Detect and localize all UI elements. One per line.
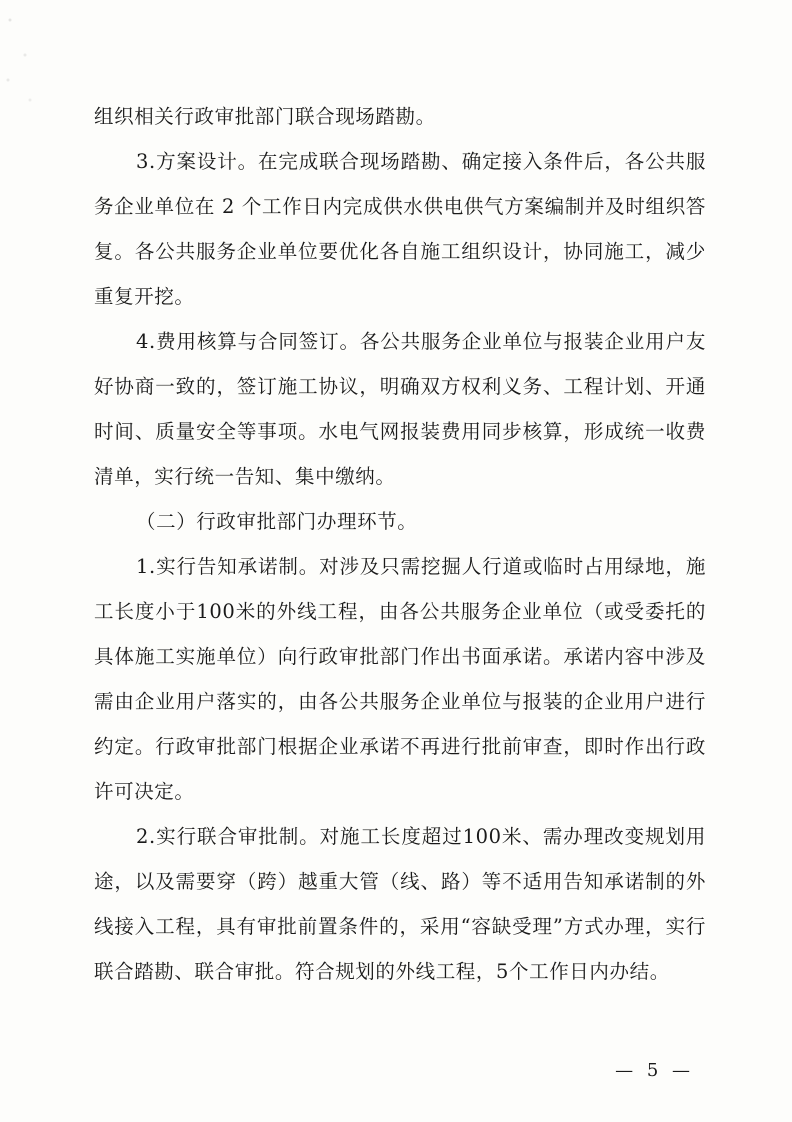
paragraph-joint-approval: 2.实行联合审批制。对施工长度超过100米、需办理改变规划用途，以及需要穿（跨）越重大管（线、路）等不适用告知承诺制的外线接入工程，具有审批前置条件的，采用“容缺受理”方式办理，实行联合踏勘、联合审批。符合规划的外线工程，5个工作日内办结。 xyxy=(94,825,706,983)
paragraph-continuation: 组织相关行政审批部门联合现场踏勘。 xyxy=(94,105,436,128)
document-body xyxy=(94,94,706,994)
paragraph-cost-contract: 4.费用核算与合同签订。各公共服务企业单位与报装企业用户友好协商一致的，签订施工协议，明确双方权利义务、工程计划、开通时间、质量安全等事项。水电气网报装费用同步核算，形成统一收费清单，实行统一告知、集中缴纳。 xyxy=(94,330,706,488)
paragraph-scheme-design: 3.方案设计。在完成联合现场踏勘、确定接入条件后，各公共服务企业单位在 2 个工作日内完成供水供电供气方案编制并及时组织答复。各公共服务企业单位要优化各自施工组织设计，协同施工，减少重复开挖。 xyxy=(94,150,706,308)
section-heading-admin-approval: （二）行政审批部门办理环节。 xyxy=(136,510,418,533)
scan-speckle-decoration xyxy=(0,0,46,120)
page-number: — 5 — xyxy=(615,1060,694,1081)
paragraph-notification-commitment: 1.实行告知承诺制。对涉及只需挖掘人行道或临时占用绿地，施工长度小于100米的外线工程，由各公共服务企业单位（或受委托的具体施工实施单位）向行政审批部门作出书面承诺。承诺内容中涉及需由企业用户落实的，由各公共服务企业单位与报装的企业用户进行约定。行政审批部门根据企业承诺不再进行批前审查，即时作出行政许可决定。 xyxy=(94,555,706,803)
